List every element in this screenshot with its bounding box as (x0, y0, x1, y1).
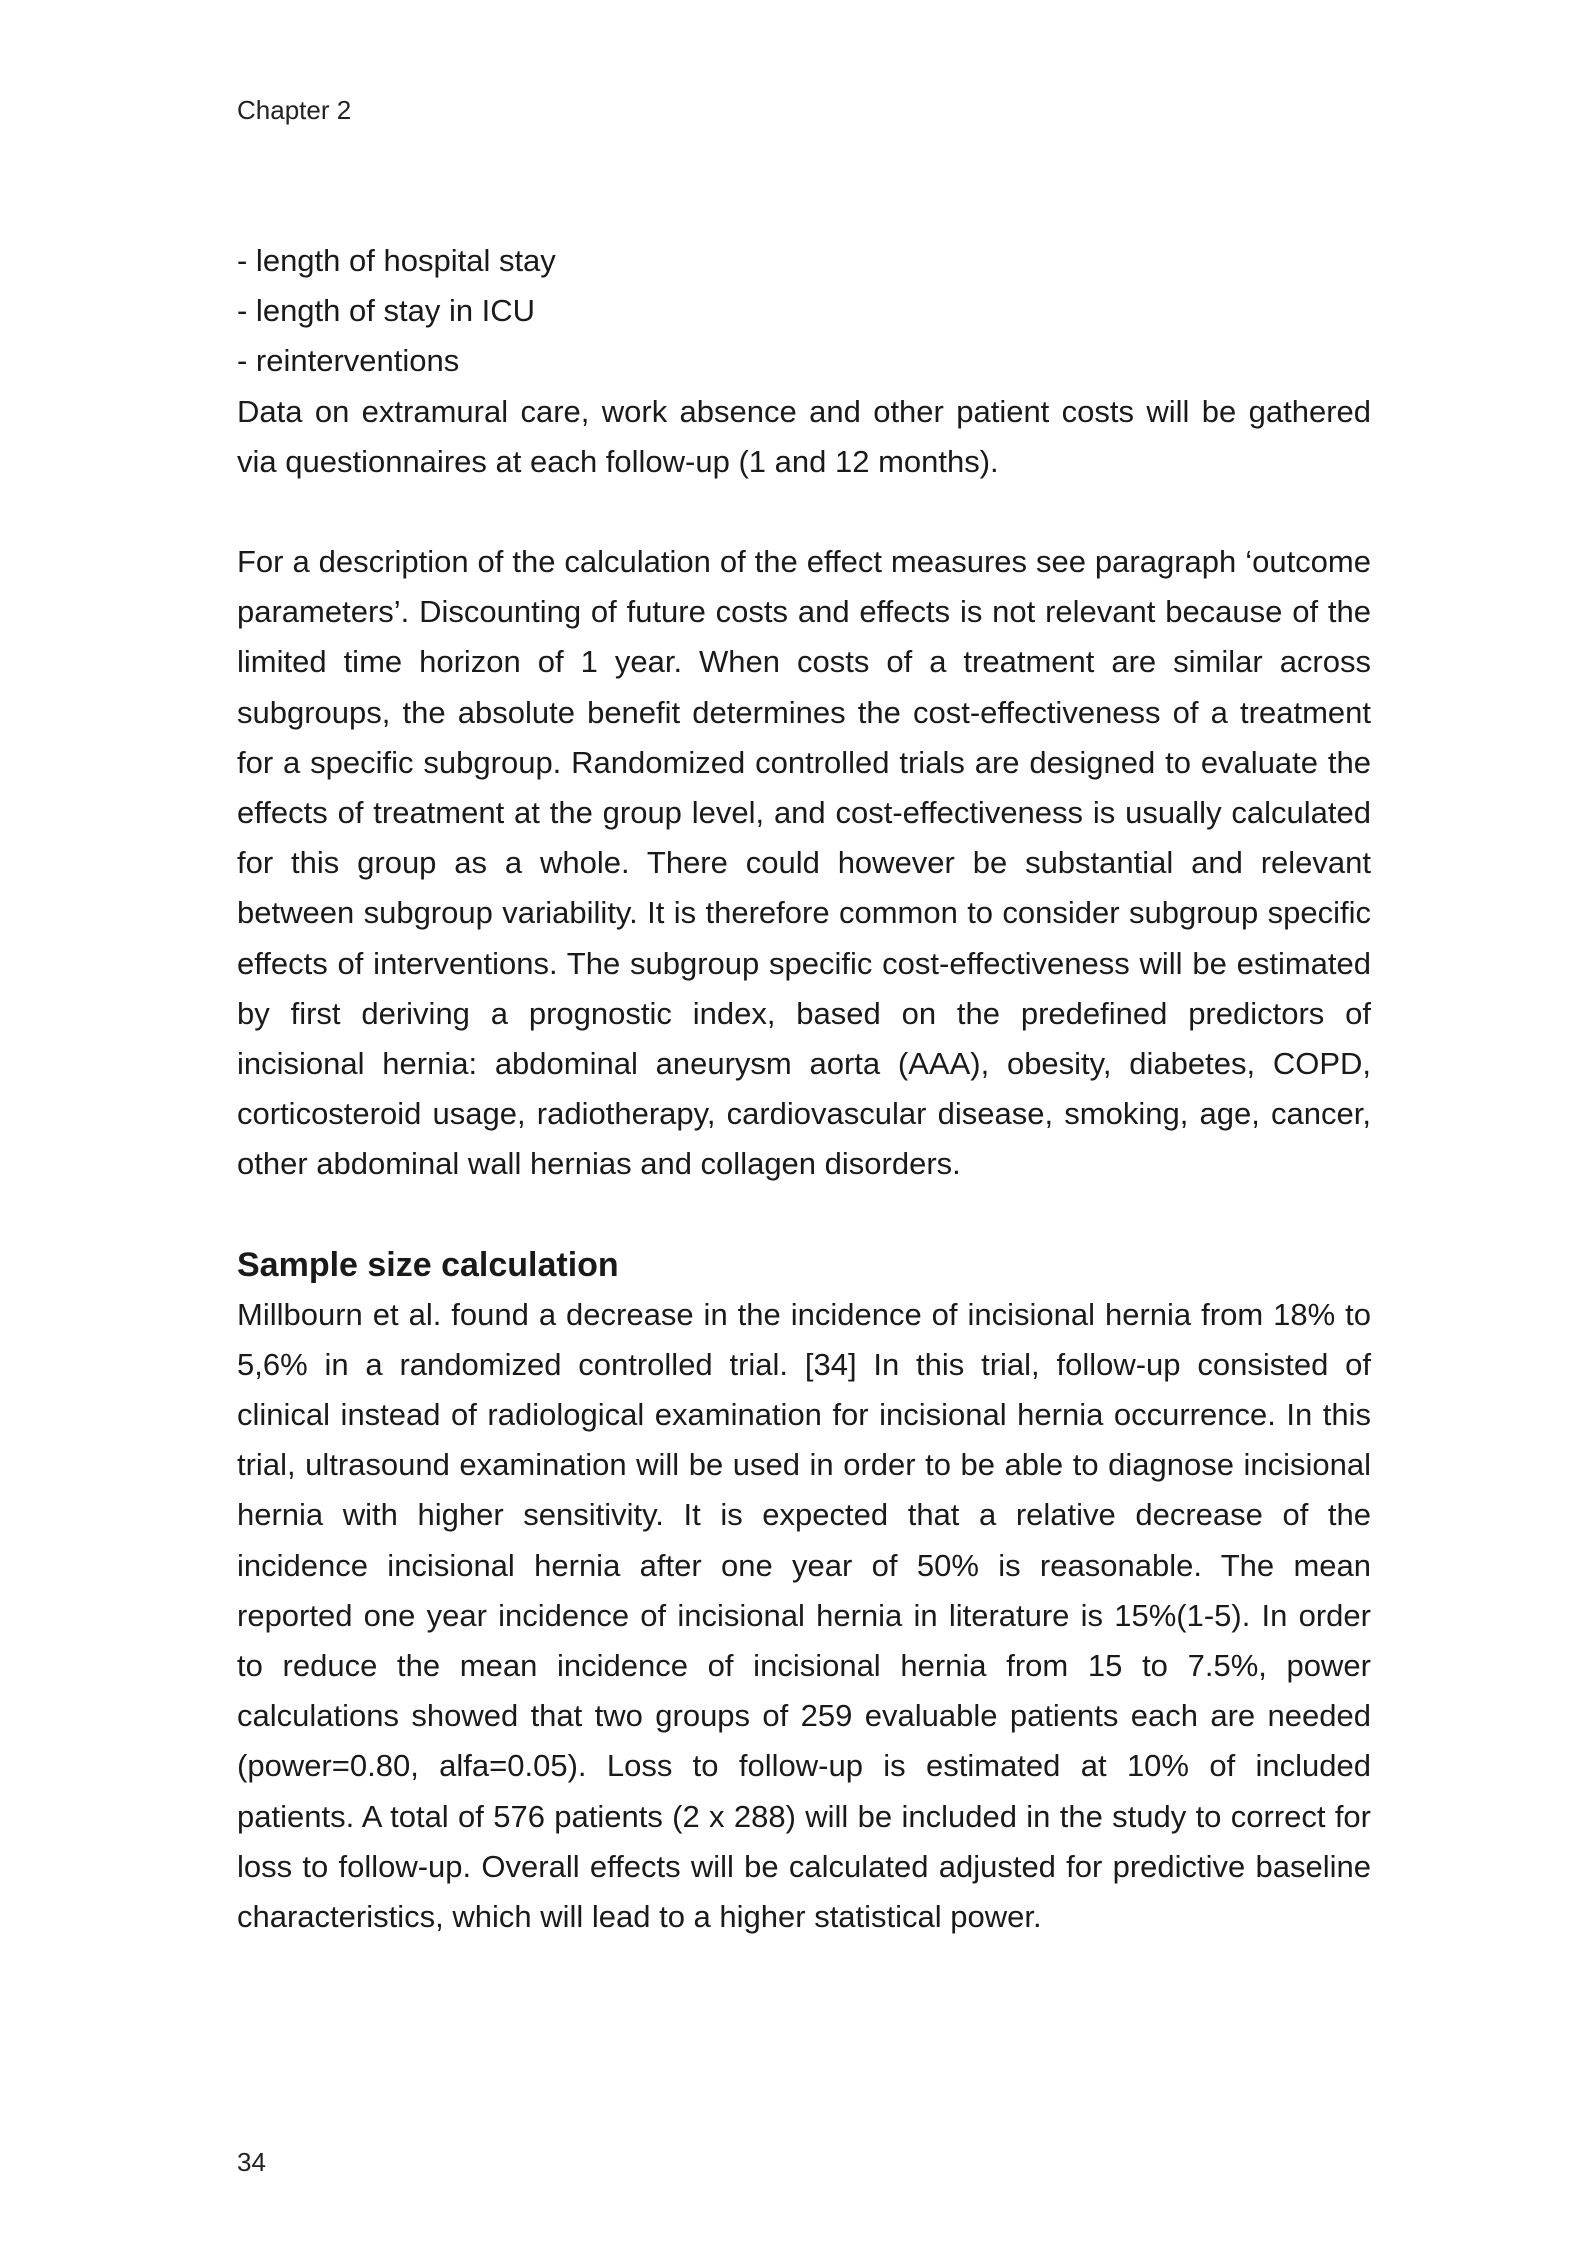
list-item-hospital-stay: - length of hospital stay (237, 243, 556, 278)
list-item-reinterventions: - reinterventions (237, 343, 460, 379)
paragraph-sample-size: Millbourn et al. found a decrease in the incidence of incisional hernia from 18% to 5,6% in a randomized controlled trial. [34] In this trial, follow-up consisted of clinical instead of radiological examination for incisional hernia occurrence. In this trial, ultrasound examination will be used in order to be able to diagnose incisional hernia with higher sensitivity. It is expected that a relative decrease of the incidence incisional hernia after one year of 50% is reasonable. The mean reported one year incidence of incisional hernia in literature is 15%(1-5). In order to reduce the mean incidence of incisional hernia from 15 to 7.5%, power calculations showed that two groups of 259 evaluable patients each are needed (power=0.80, alfa=0.05). Loss to follow-up is estimated at 10% of included patients. A total of 576 patients (2 x 288) will be included in the study to correct for loss to follow-up. Overall effects will be calculated adjusted for predictive baseline characteristics, which will lead to a higher statistical power. (237, 1296, 1371, 1935)
paragraph-extramural-care: Data on extramural care, work absence and other patient costs will be gathered via questionnaires at each follow-up (1 and 12 months). (237, 393, 1371, 479)
section-heading-sample-size: Sample size calculation (237, 1245, 619, 1284)
running-head-chapter: Chapter 2 (237, 95, 352, 125)
paragraph-effect-measures: For a description of the calculation of the effect measures see paragraph ‘outcome parameters’. Discounting of future costs and effects is not relevant because of the limited time horizon of 1 year. When costs of a treatment are similar across subgroups, the absolute benefit determines the cost-effectiveness of a treatment for a specific subgroup. Randomized controlled trials are designed to evaluate the effects of treatment at the group level, and cost-effectiveness is usually calculated for this group as a whole. There could however be substantial and relevant between subgroup variability. It is therefore common to consider subgroup specific effects of interventions. The subgroup specific cost-effectiveness will be estimated by first deriving a prognostic index, based on the predefined predictors of incisional hernia: abdominal aneurysm aorta (AAA), obesity, diabetes, COPD, corticosteroid usage, radiotherapy, cardiovascular disease, smoking, age, cancer, other abdominal wall hernias and collagen disorders. (237, 544, 1371, 1182)
page-body (237, 236, 1371, 1942)
list-item-icu-stay: - length of stay in ICU (237, 293, 536, 329)
page-number: 34 (237, 2147, 266, 2177)
